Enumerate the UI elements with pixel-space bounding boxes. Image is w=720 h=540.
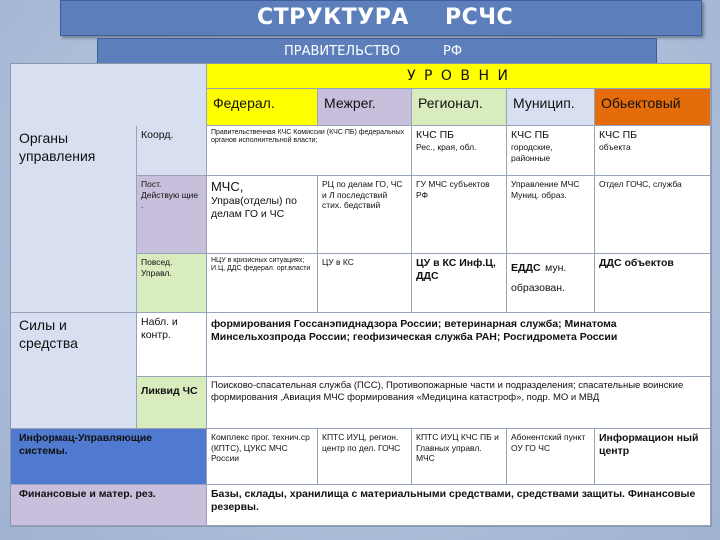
- daily-federal: НЦУ в кризисных ситуациях; И.Ц, ДДС федерал. орг.власти: [207, 254, 318, 313]
- level-interregional: Межрег.: [318, 89, 412, 126]
- level-municipal: Муницип.: [507, 89, 595, 126]
- corner-empty: [11, 64, 207, 126]
- coord-regional-text: Рес., края, обл.: [416, 142, 477, 153]
- daily-municipal: [507, 254, 595, 313]
- subtitle-right: РФ: [443, 44, 463, 59]
- level-object: Обьектовый: [595, 89, 711, 126]
- row-label-organs: Органы управления: [11, 126, 137, 313]
- title-left: СТРУКТУРА: [257, 5, 409, 30]
- subtitle-bar: [97, 38, 657, 65]
- info-regional: КПТС ИУЦ КЧС ПБ и Главных управл. МЧС: [412, 429, 507, 485]
- daily-municipal-title: ЕДДС: [511, 262, 541, 274]
- coord-municipal-title: КЧС ПБ: [511, 129, 550, 141]
- permanent-object: Отдел ГОЧС, служба: [595, 176, 711, 254]
- title-bar: [60, 0, 702, 36]
- structure-table: [10, 63, 712, 527]
- levels-header: У Р О В Н И: [207, 64, 711, 89]
- row-label-forces: Силы и средства: [11, 313, 137, 429]
- daily-object: ДДС объектов: [595, 254, 711, 313]
- info-interregional: КПТС ИУЦ, регион. центр по дел. ГОЧС: [318, 429, 412, 485]
- info-object: Информацион ный центр: [595, 429, 711, 485]
- coord-municipal-text: городские, районные: [511, 142, 553, 163]
- permanent-federal-text: Управ(отделы) по делам ГО и ЧС: [211, 195, 297, 221]
- level-federal: Федерал.: [207, 89, 318, 126]
- daily-regional: ЦУ в КС Инф.Ц, ДДС: [412, 254, 507, 313]
- permanent-interregional: РЦ по делам ГО, ЧС и Л последствий стих. бедствий: [318, 176, 412, 254]
- level-regional: Регионал.: [412, 89, 507, 126]
- subtitle-left: ПРАВИТЕЛЬСТВО: [284, 44, 401, 59]
- liquid-text: Поисково-спасательная служба (ПСС), Противопожарные части и подразделения; спасательные воинские формирования ,Авиация МЧС формирования «Медицина катастроф», подр. МО и МВД: [207, 377, 711, 429]
- coord-object: [595, 126, 711, 176]
- info-federal: Комплекс прог. технич.ср (КПТС), ЦУКС МЧС России: [207, 429, 318, 485]
- coord-federal: Правительственная КЧС Комиссии (КЧС ПБ) федеральных органов исполнительной власти;: [207, 126, 412, 176]
- finance-text: Базы, склады, хранилища с материальными средствами, средствами защиты. Финансовые резервы.: [207, 485, 711, 526]
- permanent-federal: [207, 176, 318, 254]
- coord-municipal: [507, 126, 595, 176]
- coord-regional: [412, 126, 507, 176]
- permanent-municipal: Управление МЧС Муниц. образ.: [507, 176, 595, 254]
- sub-label-supervision: Набл. и контр.: [137, 313, 207, 377]
- supervision-text: формирования Госсанэпиднадзора России; ветеринарная служба; Минатома Минсельхозпрода России; геофизическая служба РАН; Росгидромета России: [207, 313, 711, 377]
- coord-object-title: КЧС ПБ: [599, 129, 638, 141]
- row-label-finance: Финансовые и матер. рез.: [11, 485, 207, 526]
- title-right: РСЧС: [445, 5, 514, 30]
- sub-label-permanent: Пост. Действую щие .: [137, 176, 207, 254]
- coord-object-text: объекта: [599, 142, 631, 153]
- permanent-federal-title: МЧС,: [211, 179, 244, 194]
- row-label-info: Информац-Управляющие системы.: [11, 429, 207, 485]
- permanent-regional: ГУ МЧС субъектов РФ: [412, 176, 507, 254]
- sub-label-coord: Коорд.: [137, 126, 207, 176]
- coord-regional-title: КЧС ПБ: [416, 129, 455, 141]
- sub-label-liquid: Ликвид ЧС: [137, 377, 207, 429]
- daily-interregional: ЦУ в КС: [318, 254, 412, 313]
- daily-municipal-text: мун. образован.: [511, 262, 567, 294]
- info-municipal: Абонентский пункт ОУ ГО ЧС: [507, 429, 595, 485]
- sub-label-daily: Повсед. Управл.: [137, 254, 207, 313]
